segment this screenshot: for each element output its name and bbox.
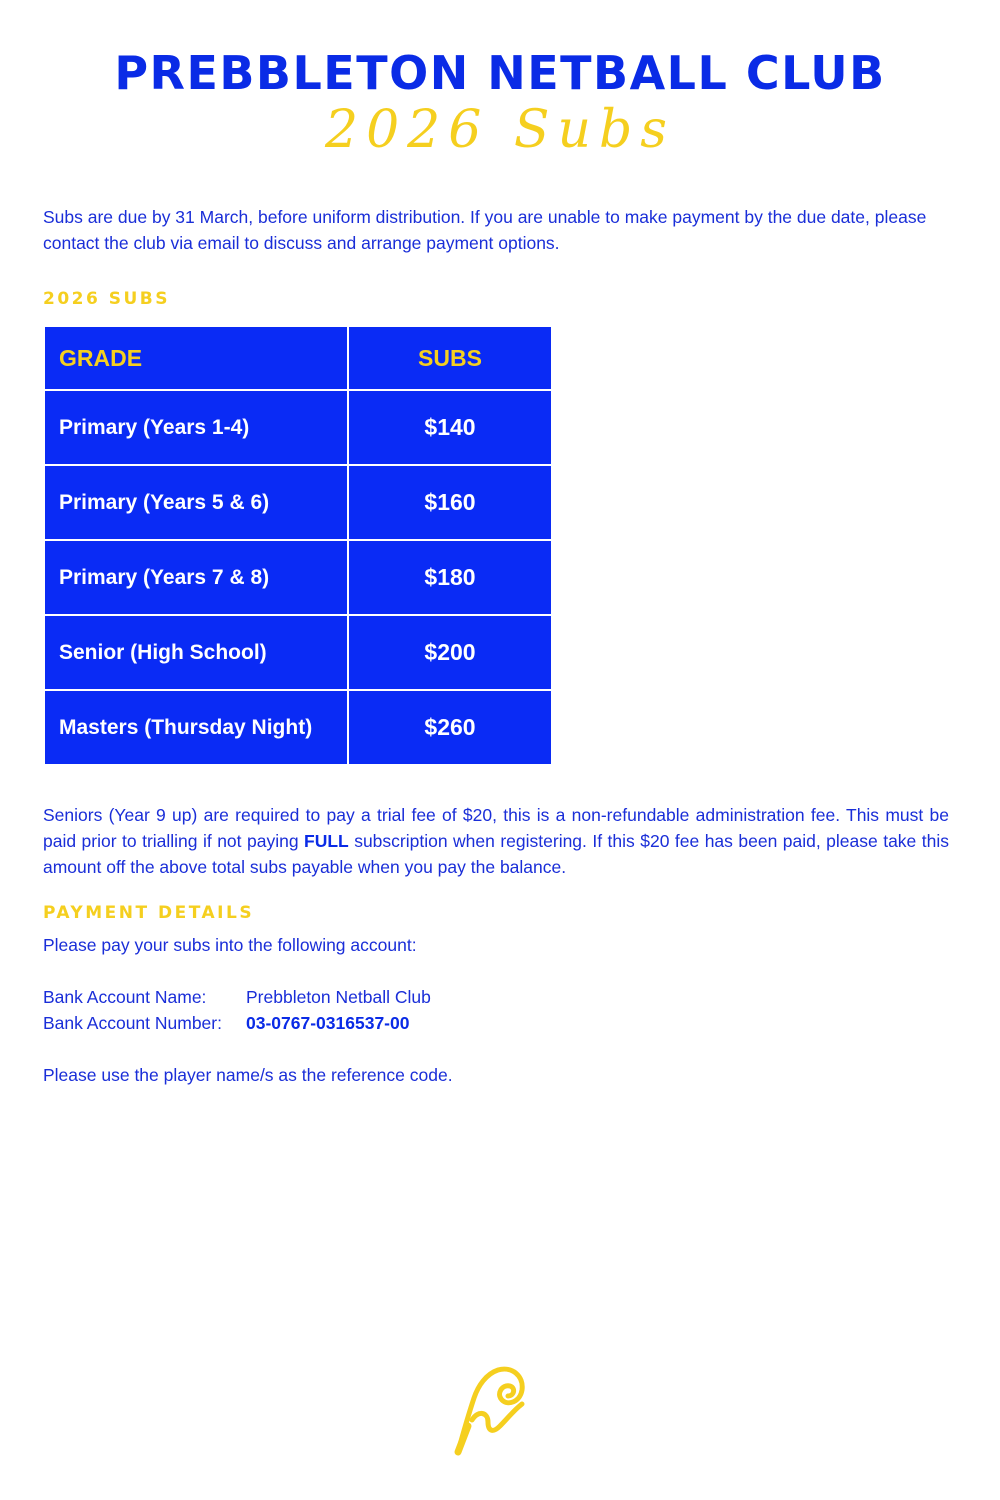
table-row	[44, 690, 552, 765]
full-emphasis: FULL	[304, 831, 349, 851]
subs-heading: 2026 SUBS	[43, 289, 170, 309]
seniors-note-text-1: Seniors (Year 9 up) are required to pay a trial fee of $20, this is a non-refundable administration fee. This must be paid prior to trialling if not paying	[43, 805, 949, 851]
bank-account-number-value: 03-0767-0316537-00	[246, 1013, 410, 1033]
bank-account-number-row	[43, 1010, 431, 1036]
bank-account-number-label: Bank Account Number:	[43, 1013, 222, 1033]
bank-account-name-label: Bank Account Name:	[43, 987, 207, 1007]
table-row	[44, 615, 552, 690]
payment-details-heading: PAYMENT DETAILS	[43, 903, 255, 923]
table-row	[44, 390, 552, 465]
subs-subtitle: 2026 Subs	[325, 100, 675, 160]
payment-intro: Please pay your subs into the following account:	[43, 935, 417, 955]
subs-cell: $140	[348, 390, 552, 465]
bank-details	[43, 984, 431, 1036]
grade-cell: Primary (Years 5 & 6)	[44, 465, 348, 540]
grade-cell: Primary (Years 1-4)	[44, 390, 348, 465]
club-title: PREBBLETON NETBALL CLUB	[114, 46, 886, 100]
table-row	[44, 540, 552, 615]
table-header-row	[44, 326, 552, 390]
subs-cell: $200	[348, 615, 552, 690]
bank-account-name-row	[43, 984, 431, 1010]
reference-note: Please use the player name/s as the reference code.	[43, 1065, 453, 1085]
subs-column-header: SUBS	[348, 326, 552, 390]
intro-paragraph: Subs are due by 31 March, before uniform distribution. If you are unable to make payment by the due date, please contact the club via email to discuss and arrange payment options.	[43, 207, 927, 253]
subs-table	[43, 325, 553, 766]
subs-cell: $180	[348, 540, 552, 615]
grade-cell: Primary (Years 7 & 8)	[44, 540, 348, 615]
bank-account-name-value: Prebbleton Netball Club	[246, 987, 431, 1007]
subs-cell: $160	[348, 465, 552, 540]
subs-cell: $260	[348, 690, 552, 765]
seniors-note-text-2: subscription when registering. If this $20 fee has been paid, please take this amount off the above total subs payable when you pay the balance.	[43, 831, 949, 877]
seniors-trial-fee-note	[43, 802, 949, 880]
table-row	[44, 465, 552, 540]
grade-column-header: GRADE	[44, 326, 348, 390]
netball-club-logo-icon	[452, 1360, 532, 1460]
grade-cell: Senior (High School)	[44, 615, 348, 690]
grade-cell: Masters (Thursday Night)	[44, 690, 348, 765]
